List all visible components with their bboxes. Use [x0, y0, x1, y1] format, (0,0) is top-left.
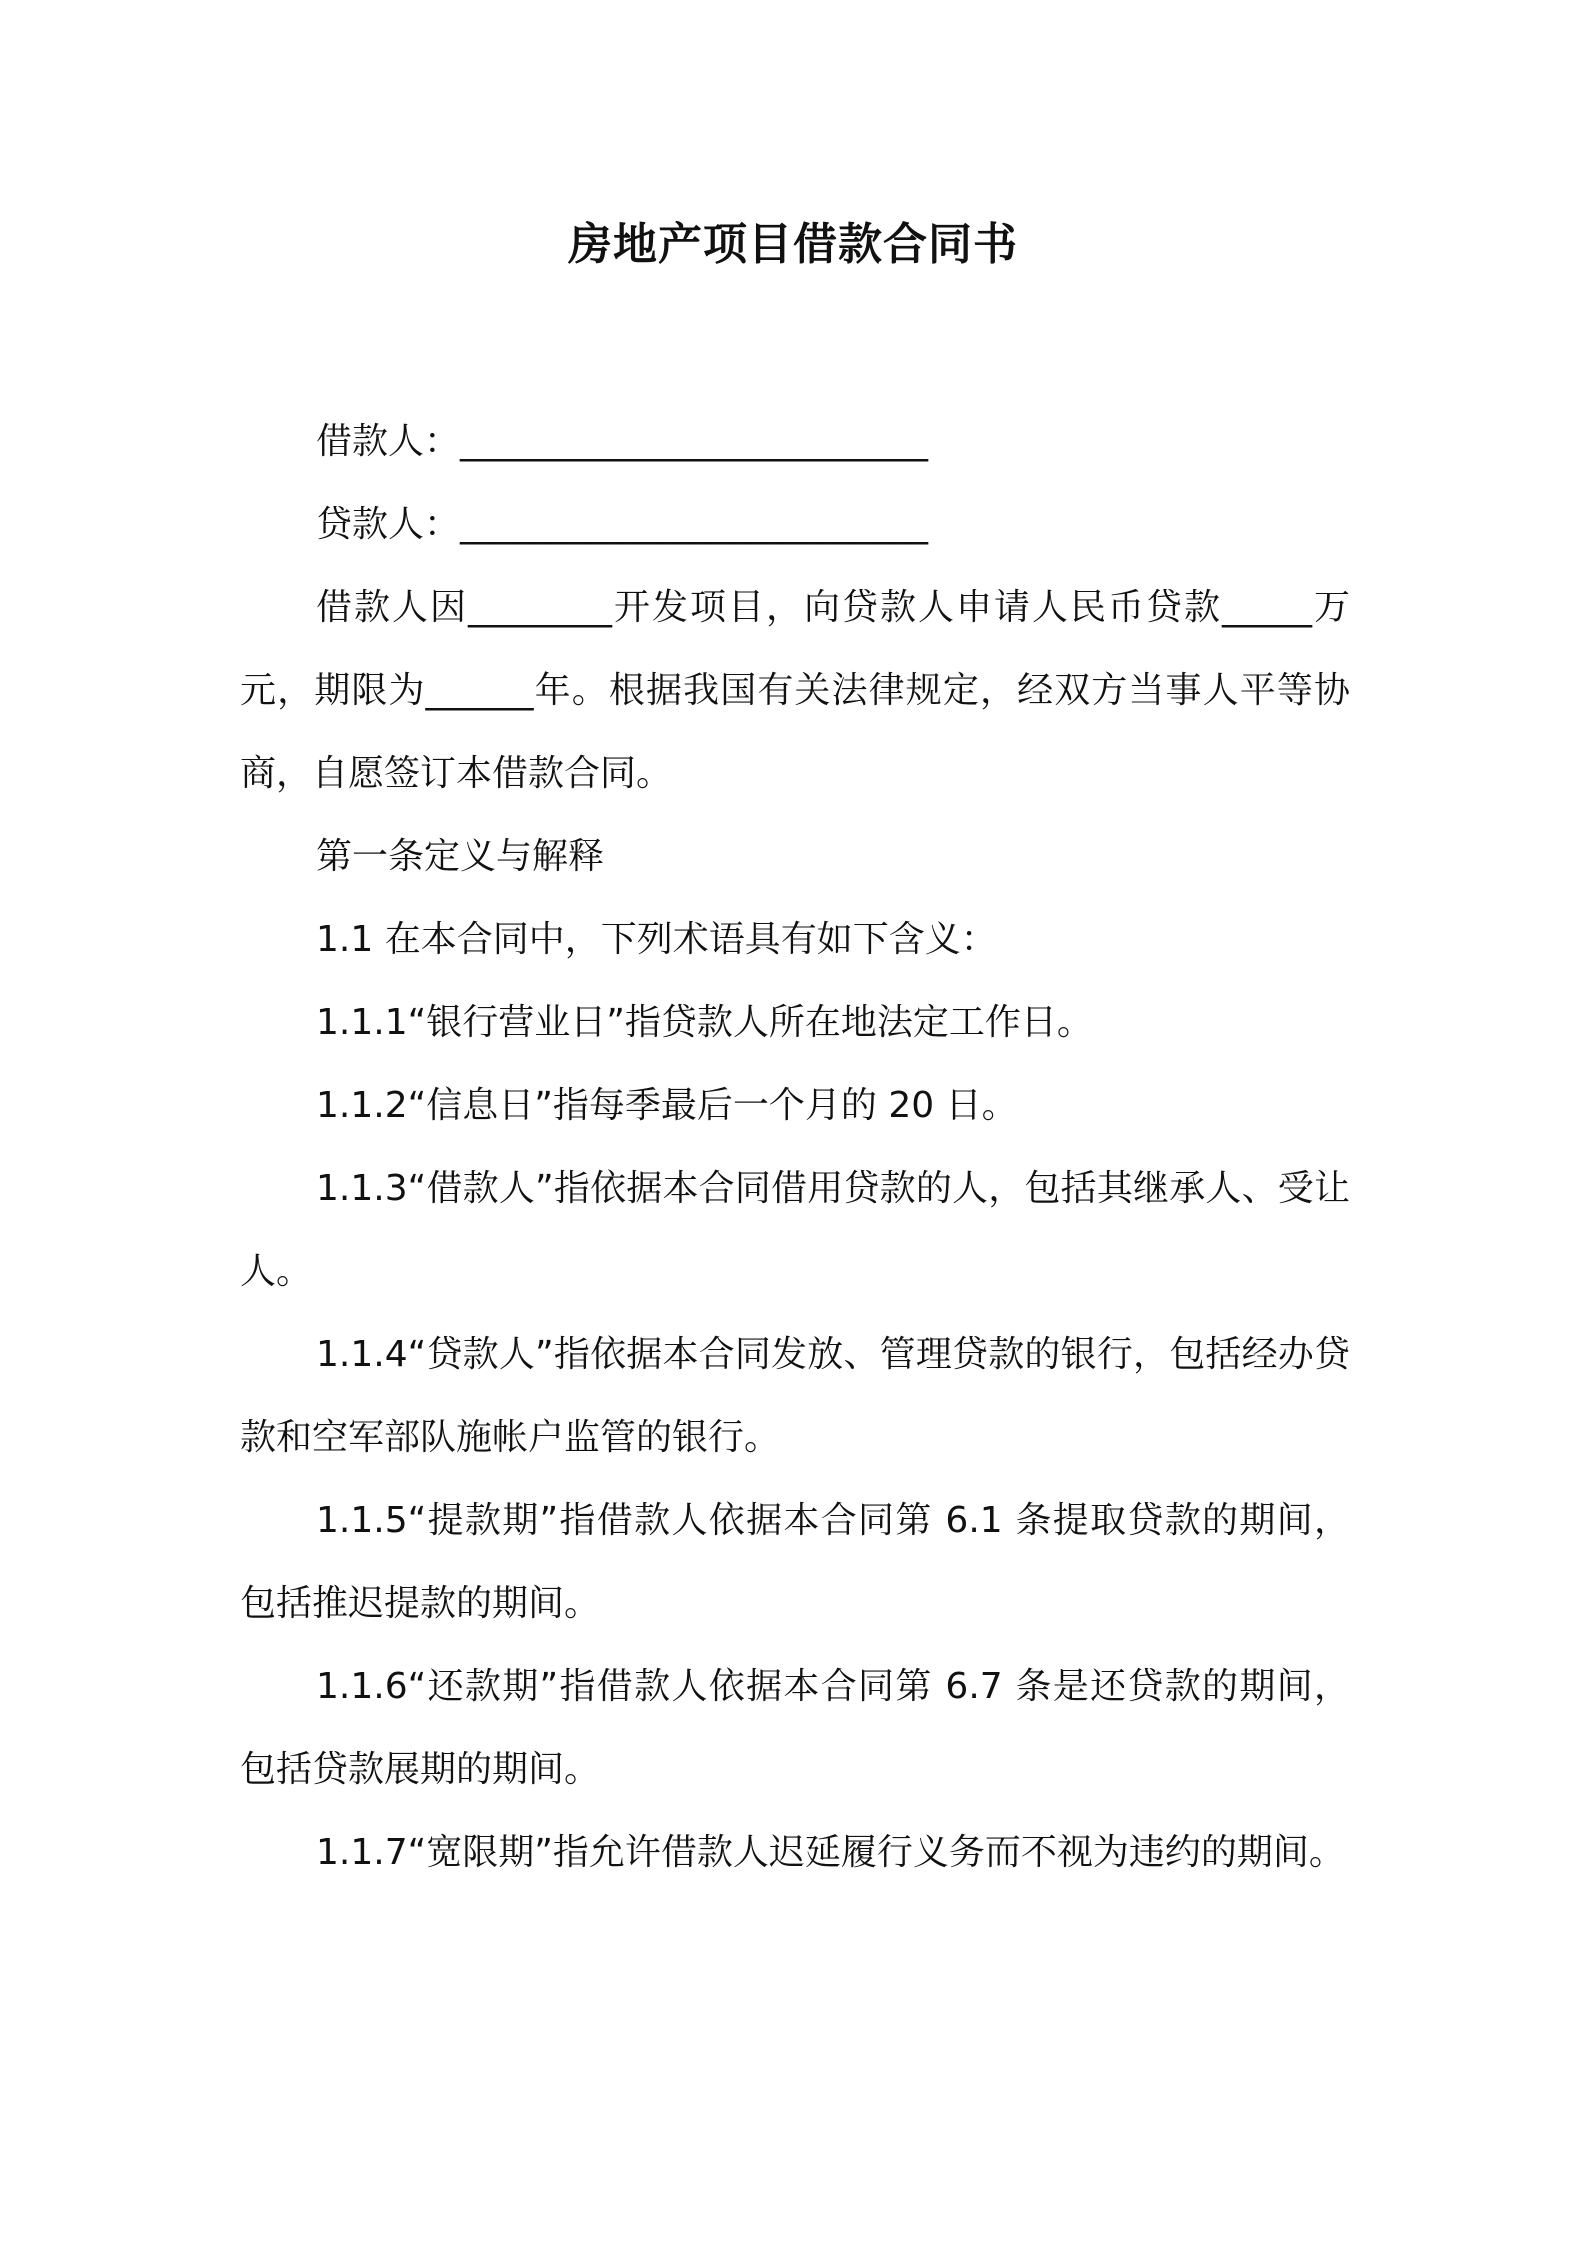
clause-1-1-3: 1.1.3“借款人”指依据本合同借用贷款的人，包括其继承人、受让人。 [240, 1168, 1350, 1292]
lender-line: 贷款人：__________________________ [316, 504, 929, 545]
clause-1-1-1: 1.1.1“银行营业日”指贷款人所在地法定工作日。 [316, 1002, 1093, 1043]
clause-1-1-4: 1.1.4“贷款人”指依据本合同发放、管理贷款的银行，包括经办贷款和空军部队施帐户监管的银行。 [240, 1334, 1350, 1458]
clause-1-1-6: 1.1.6“还款期”指借款人依据本合同第 6.7 条是还贷款的期间，包括贷款展期的期间。 [240, 1666, 1350, 1790]
document-body [240, 400, 1350, 1894]
preamble-paragraph: 借款人因________开发项目，向贷款人申请人民币贷款_____万元，期限为______年。根据我国有关法律规定，经双方当事人平等协商，自愿签订本借款合同。 [240, 587, 1350, 794]
clause-1-1: 1.1 在本合同中，下列术语具有如下含义： [316, 919, 997, 960]
clause-1-1-7: 1.1.7“宽限期”指允许借款人迟延履行义务而不视为违约的期间。 [316, 1832, 1345, 1873]
document-title: 房地产项目借款合同书 [568, 219, 1018, 270]
borrower-line: 借款人：__________________________ [316, 421, 929, 462]
clause-1-1-2: 1.1.2“信息日”指每季最后一个月的 20 日。 [316, 1085, 1018, 1126]
clause-1-1-5: 1.1.5“提款期”指借款人依据本合同第 6.1 条提取贷款的期间，包括推迟提款的期间。 [240, 1500, 1350, 1624]
article-heading: 第一条定义与解释 [316, 836, 605, 877]
